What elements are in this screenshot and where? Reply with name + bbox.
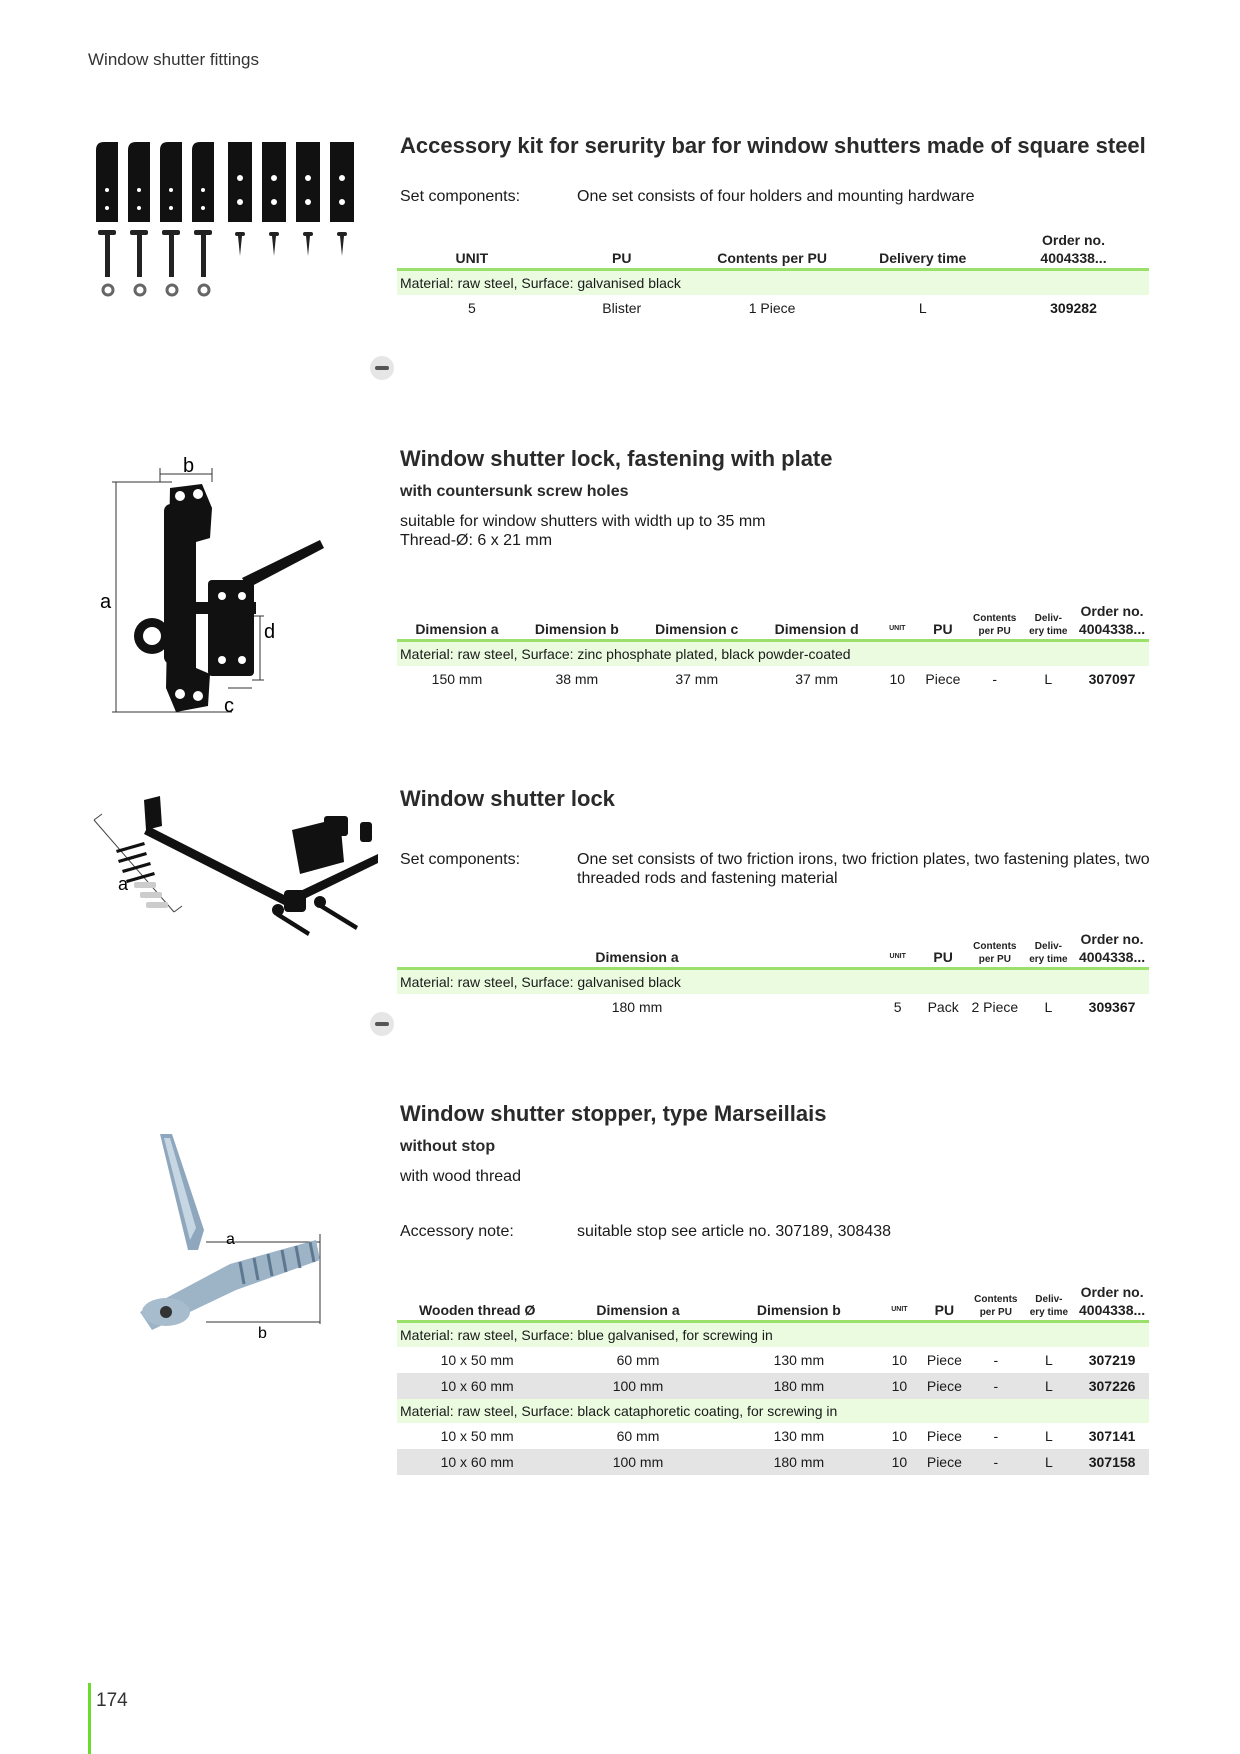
property-label: Accessory note: [400, 1223, 514, 1240]
order-no-prefix: 4004338... [1040, 250, 1107, 266]
cell-pu: Piece [920, 1449, 969, 1475]
product-table [397, 231, 1149, 321]
col-pu: PU [547, 231, 697, 270]
cell-dimension-a: 180 mm [611, 999, 663, 1015]
cell-pu: Piece [926, 1352, 962, 1368]
col-pu: PU [920, 1283, 969, 1322]
header-line: Deliv- [1035, 1294, 1063, 1305]
col-unit: UNIT [397, 231, 547, 270]
dim-label: a [100, 591, 112, 613]
table-row [397, 1423, 1149, 1449]
dim-label: c [224, 695, 234, 717]
property-label: Set components: [400, 188, 521, 205]
set-components-row [400, 850, 1152, 888]
col-delivery-time: Delivery time [847, 231, 998, 270]
col-unit: UNIT [877, 602, 918, 641]
cell-dimension-a: 150 mm [431, 671, 483, 687]
header-line: per PU [978, 626, 1011, 637]
order-no-label: Order no. [1080, 931, 1144, 947]
col-contents-per-pu: Contents per PU [697, 231, 848, 270]
material-row [397, 1322, 1149, 1348]
dim-label: a [118, 874, 129, 894]
col-dimension-a: Dimension a [397, 930, 877, 969]
col-order-no [1075, 930, 1149, 969]
order-no-label: Order no. [1041, 232, 1105, 248]
material-row [397, 270, 1149, 296]
cell-unit: 10 [891, 1428, 908, 1444]
cell-delivery: L [1023, 1449, 1076, 1475]
cell-delivery: L [918, 300, 927, 316]
page-number: 174 [96, 1690, 128, 1711]
description-line: suitable for window shutters with width up to 35 mm [400, 513, 766, 530]
property-label: Set components: [400, 851, 521, 868]
header-line: per PU [979, 1307, 1012, 1318]
cell-unit: 10 [879, 1449, 920, 1475]
col-pu: PU [918, 602, 968, 641]
new-item-marker-icon [370, 1012, 394, 1036]
order-no-prefix: 4004338... [1078, 621, 1146, 637]
col-order-no [1075, 1283, 1149, 1322]
header-line: Contents [972, 613, 1017, 624]
cell-unit: 10 [889, 671, 906, 687]
property-value: suitable stop see article no. 307189, 308438 [577, 1223, 892, 1240]
col-unit: UNIT [877, 930, 918, 969]
cell-order-no[interactable]: 309367 [1088, 999, 1136, 1015]
property-value: One set consists of four holders and mounting hardware [577, 188, 975, 205]
product-shutter-lock-plate [400, 446, 1152, 692]
page-header: Window shutter fittings [88, 50, 260, 69]
cell-dimension-a: 60 mm [616, 1352, 660, 1368]
col-order-no [1075, 602, 1149, 641]
product-subtitle: with countersunk screw holes [400, 483, 629, 500]
new-item-marker-icon [370, 356, 394, 380]
header-line: Deliv- [1034, 613, 1062, 624]
cell-delivery: L [1044, 999, 1053, 1015]
table-row [397, 666, 1149, 692]
order-no-label: Order no. [1080, 603, 1144, 619]
dim-label: b [183, 455, 195, 477]
order-no-label: Order no. [1080, 1284, 1144, 1300]
order-no-prefix: 4004338... [1079, 1302, 1146, 1318]
product-shutter-lock [400, 786, 1152, 1020]
cell-contents: - [992, 671, 997, 687]
accessory-note-row [400, 1222, 1152, 1241]
cell-contents: - [993, 1428, 999, 1444]
cell-delivery: L [1044, 671, 1053, 687]
shutter-lock-plate-image [92, 448, 372, 718]
cell-unit: 5 [893, 999, 902, 1015]
cell-order-no[interactable]: 307158 [1075, 1449, 1149, 1475]
header-line: ery time [1029, 626, 1068, 637]
cell-dimension-d: 37 mm [795, 671, 839, 687]
description-line: Thread-Ø: 6 x 21 mm [400, 532, 553, 549]
cell-dimension-b: 130 mm [773, 1352, 825, 1368]
col-pu: PU [918, 930, 968, 969]
cell-delivery: L [1045, 1428, 1053, 1444]
shutter-stopper-image [120, 1130, 340, 1350]
cell-wooden-thread: 10 x 60 mm [397, 1449, 557, 1475]
cell-dimension-a: 100 mm [557, 1449, 718, 1475]
table-row [397, 295, 1149, 321]
col-dimension-b: Dimension b [719, 1283, 879, 1322]
header-line: Deliv- [1034, 941, 1063, 952]
cell-delivery: L [1045, 1352, 1053, 1368]
cell-unit: 10 [879, 1373, 920, 1399]
dim-label: d [264, 621, 276, 643]
cell-dimension-b: 180 mm [719, 1449, 879, 1475]
cell-pu: Piece [925, 671, 961, 687]
table-row [397, 1347, 1149, 1373]
cell-dimension-b: 38 mm [555, 671, 599, 687]
product-shutter-stopper [400, 1101, 1152, 1475]
cell-order-no[interactable]: 307226 [1075, 1373, 1149, 1399]
cell-wooden-thread: 10 x 50 mm [440, 1428, 514, 1444]
product-title: Window shutter lock [400, 786, 615, 811]
cell-contents: - [969, 1449, 1023, 1475]
col-delivery-time [1023, 1283, 1076, 1322]
cell-dimension-b: 130 mm [773, 1428, 825, 1444]
order-no-prefix: 4004338... [1078, 949, 1146, 965]
col-dimension-a: Dimension a [557, 1283, 718, 1322]
col-contents-per-pu [968, 930, 1022, 969]
material-row [397, 969, 1149, 995]
dim-label: b [258, 1325, 267, 1342]
header-line: ery time [1029, 954, 1068, 965]
table-row [397, 1373, 1149, 1399]
col-dimension-d: Dimension d [757, 602, 877, 641]
cell-pu: Piece [926, 1428, 962, 1444]
cell-dimension-a: 100 mm [557, 1373, 718, 1399]
cell-dimension-c: 37 mm [675, 671, 719, 687]
material-label: Material: raw steel, Surface: blue galvanised, for screwing in [397, 1322, 1149, 1348]
col-delivery-time [1022, 602, 1075, 641]
cell-unit: 10 [891, 1352, 908, 1368]
header-line: Contents [973, 941, 1017, 952]
table-row [397, 994, 1149, 1020]
product-table [397, 930, 1149, 1020]
cell-dimension-b: 180 mm [719, 1373, 879, 1399]
material-label: Material: raw steel, Surface: galvanised black [397, 969, 1149, 995]
col-delivery-time [1022, 930, 1075, 969]
product-title: Accessory kit for serurity bar for window shutters made of square steel [400, 133, 1146, 158]
cell-delivery: L [1023, 1373, 1076, 1399]
table-row [397, 1449, 1149, 1475]
cell-order-no[interactable]: 309282 [1050, 300, 1097, 316]
col-dimension-c: Dimension c [637, 602, 757, 641]
product-title: Window shutter stopper, type Marseillais [400, 1101, 827, 1126]
col-unit: UNIT [879, 1283, 920, 1322]
header-line: ery time [1029, 1307, 1069, 1318]
col-contents-per-pu [969, 1283, 1023, 1322]
cell-order-no[interactable]: 307097 [1088, 671, 1136, 687]
header-line: Contents [974, 1294, 1018, 1305]
cell-unit: 5 [467, 300, 476, 316]
security-bar-kit-image [90, 138, 370, 308]
page-number-accent [88, 1683, 91, 1754]
material-label: Material: raw steel, Surface: zinc phosphate plated, black powder-coated [397, 641, 1149, 667]
cell-order-no[interactable]: 307141 [1088, 1428, 1136, 1444]
product-subtitle: without stop [400, 1138, 496, 1155]
material-label: Material: raw steel, Surface: black cataphoretic coating, for screwing in [397, 1399, 1149, 1423]
col-dimension-b: Dimension b [517, 602, 637, 641]
material-label: Material: raw steel, Surface: galvanised black [397, 270, 1149, 296]
product-table [397, 602, 1149, 692]
cell-wooden-thread: 10 x 60 mm [397, 1373, 557, 1399]
shutter-lock-image [88, 790, 378, 940]
dim-label: a [226, 1231, 235, 1248]
cell-contents: - [993, 1352, 999, 1368]
material-row [397, 641, 1149, 667]
col-dimension-a: Dimension a [397, 602, 517, 641]
product-security-bar-kit [400, 133, 1152, 321]
set-components-row [400, 187, 1152, 206]
col-order-no [998, 231, 1149, 270]
cell-pu: Pack [927, 999, 959, 1015]
cell-contents: - [969, 1373, 1023, 1399]
property-value: One set consists of two friction irons, two friction plates, two fastening plates, two threaded rods and fastening material [577, 851, 1150, 887]
cell-order-no[interactable]: 307219 [1088, 1352, 1136, 1368]
product-table [397, 1283, 1149, 1475]
cell-wooden-thread: 10 x 50 mm [440, 1352, 514, 1368]
product-description: with wood thread [400, 1168, 521, 1185]
cell-contents: 1 Piece [748, 300, 796, 316]
col-contents-per-pu [968, 602, 1022, 641]
cell-pu: Piece [920, 1373, 969, 1399]
cell-dimension-a: 60 mm [616, 1428, 660, 1444]
product-description [400, 512, 1152, 550]
cell-pu: Blister [602, 300, 642, 316]
material-row [397, 1399, 1149, 1423]
cell-contents: 2 Piece [971, 999, 1019, 1015]
header-line: per PU [978, 954, 1011, 965]
product-title: Window shutter lock, fastening with plate [400, 446, 833, 471]
col-wooden-thread: Wooden thread Ø [397, 1283, 557, 1322]
